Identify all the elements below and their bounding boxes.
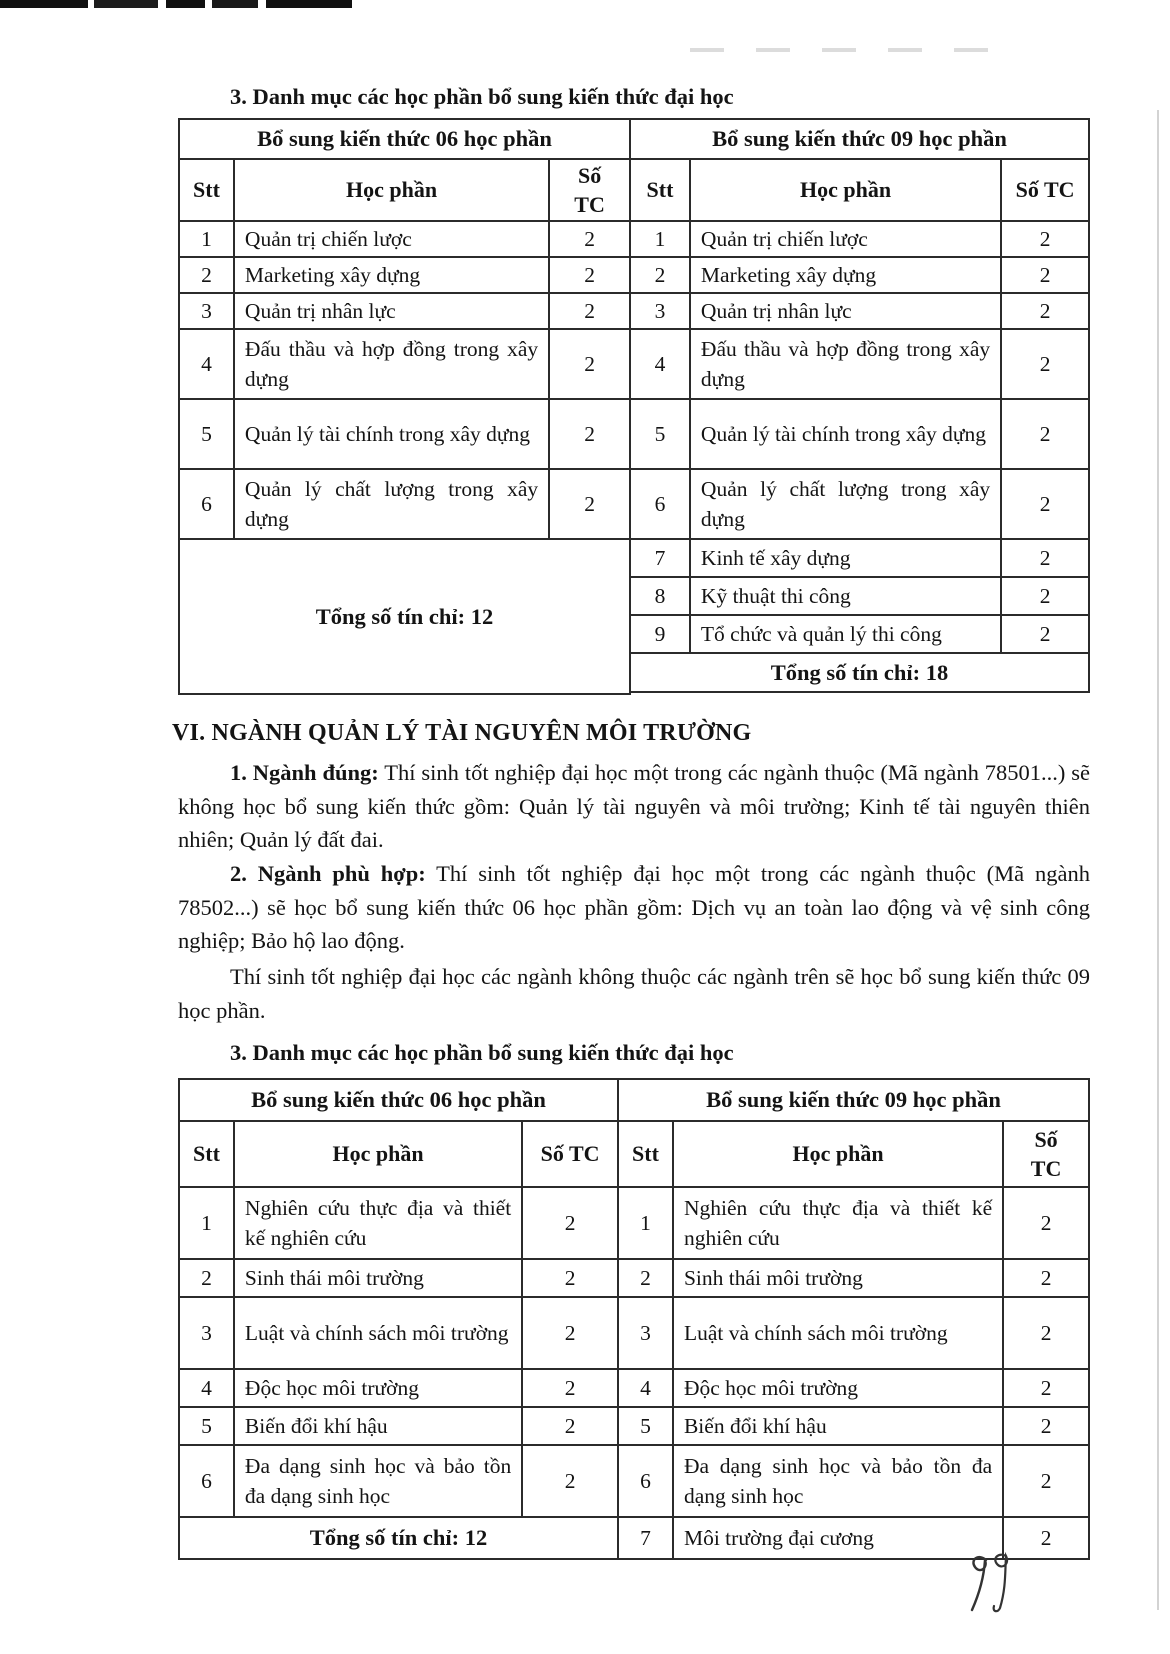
table-row [179,1297,618,1369]
table2-right-half [617,1078,1090,1560]
table-row [630,293,1089,329]
col-header-credits: Số TC [1001,159,1089,221]
row-credits: 2 [1003,1187,1089,1259]
group-title-06: Bổ sung kiến thức 06 học phần [179,119,630,159]
supplementary-courses-table-1 [178,118,1090,695]
row-credits: 2 [1001,577,1089,615]
row-course: Quản lý chất lượng trong xây dựng [690,469,1001,539]
row-stt: 5 [630,399,690,469]
row-course: Quản trị nhân lực [690,293,1001,329]
row-credits: 2 [522,1259,618,1297]
total-credits-06: Tổng số tín chỉ: 12 [179,539,630,694]
col-header-credits: Số TC [522,1121,618,1187]
col-header-credits: Số TC [549,159,630,221]
table-row [179,221,630,257]
col-header-stt: Stt [179,1121,234,1187]
row-course: Quản trị nhân lực [234,293,549,329]
table1-right-half [629,118,1090,693]
row-stt: 4 [630,329,690,399]
paragraph-nganh-dung [178,756,1090,857]
row-stt: 5 [179,1407,234,1445]
group-header-row [179,1079,618,1121]
row-credits: 2 [1001,257,1089,293]
col-header-course: Học phần [234,159,549,221]
row-course: Quản lý chất lượng trong xây dựng [234,469,549,539]
row-course: Marketing xây dựng [690,257,1001,293]
table-row [630,615,1089,653]
section-heading: VI. NGÀNH QUẢN LÝ TÀI NGUYÊN MÔI TRƯỜNG [172,720,752,746]
row-credits: 2 [522,1369,618,1407]
supplementary-courses-table-2 [178,1078,1090,1560]
table-row [179,293,630,329]
table-section-title-1: 3. Danh mục các học phần bổ sung kiến thức đại học [230,84,734,109]
row-course: Đấu thầu và hợp đồng trong xây dựng [234,329,549,399]
table-row [179,257,630,293]
row-course: Nghiên cứu thực địa và thiết kế nghiên cứu [234,1187,522,1259]
row-course: Đa dạng sinh học và bảo tồn đa dạng sinh học [673,1445,1003,1517]
row-stt: 3 [630,293,690,329]
col-header-course: Học phần [690,159,1001,221]
row-credits: 2 [549,293,630,329]
table-row [630,469,1089,539]
row-stt: 2 [179,257,234,293]
table-row [618,1369,1089,1407]
row-stt: 6 [179,469,234,539]
table-row [179,469,630,539]
row-credits: 2 [522,1187,618,1259]
col-header-course: Học phần [234,1121,522,1187]
total-row [179,1517,618,1559]
column-header-row [179,1121,618,1187]
group-header-row [630,119,1089,159]
row-credits: 2 [1001,469,1089,539]
row-course: Đấu thầu và hợp đồng trong xây dựng [690,329,1001,399]
row-course: Tổ chức và quản lý thi công [690,615,1001,653]
group-title-06: Bổ sung kiến thức 06 học phần [179,1079,618,1121]
row-credits: 2 [522,1297,618,1369]
row-course: Quản lý tài chính trong xây dựng [234,399,549,469]
row-course: Luật và chính sách môi trường [234,1297,522,1369]
handwritten-mark [962,1550,1026,1621]
table-row [618,1187,1089,1259]
row-credits: 2 [1003,1517,1089,1559]
row-stt: 6 [630,469,690,539]
paragraph-lead: 2. Ngành phù hợp: [230,861,426,886]
row-credits: 2 [549,469,630,539]
row-credits: 2 [522,1407,618,1445]
row-stt: 1 [179,221,234,257]
row-stt: 3 [179,1297,234,1369]
table-row [630,577,1089,615]
row-credits: 2 [549,399,630,469]
paragraph-other-majors: Thí sinh tốt nghiệp đại học các ngành không thuộc các ngành trên sẽ học bổ sung kiến thức 09 học phần. [178,964,1090,1023]
row-course: Quản trị chiến lược [234,221,549,257]
total-credits-09: Tổng số tín chỉ: 18 [630,653,1089,692]
scan-edge-line [1157,110,1159,1610]
row-stt: 2 [179,1259,234,1297]
row-credits: 2 [1001,329,1089,399]
row-credits: 2 [1003,1259,1089,1297]
row-stt: 1 [630,221,690,257]
col-header-stt: Stt [618,1121,673,1187]
column-header-row [630,159,1089,221]
row-course: Sinh thái môi trường [234,1259,522,1297]
table-row [618,1259,1089,1297]
group-header-row [179,119,630,159]
row-course: Biến đổi khí hậu [234,1407,522,1445]
row-credits: 2 [549,257,630,293]
row-credits: 2 [1001,539,1089,577]
col-header-stt: Stt [630,159,690,221]
row-stt: 4 [618,1369,673,1407]
row-stt: 9 [630,615,690,653]
row-credits: 2 [549,221,630,257]
row-credits: 2 [1003,1407,1089,1445]
row-credits: 2 [1001,399,1089,469]
table-row [630,329,1089,399]
row-stt: 2 [618,1259,673,1297]
col-header-stt: Stt [179,159,234,221]
scan-artifact-smudge [690,48,990,52]
table-row [179,1407,618,1445]
table-row [630,539,1089,577]
table-row [618,1297,1089,1369]
row-stt: 5 [618,1407,673,1445]
column-header-row [179,159,630,221]
row-stt: 6 [618,1445,673,1517]
table1-left-half [178,118,631,695]
table-row [179,329,630,399]
group-title-09: Bổ sung kiến thức 09 học phần [630,119,1089,159]
row-stt: 4 [179,329,234,399]
table2-left-half [178,1078,619,1560]
row-credits: 2 [1001,615,1089,653]
table-row [618,1407,1089,1445]
table-row [179,1187,618,1259]
row-stt: 5 [179,399,234,469]
scan-artifact-bar [0,0,352,8]
column-header-row [618,1121,1089,1187]
table-row [179,1369,618,1407]
table-row [179,1259,618,1297]
paragraph-lead: 1. Ngành đúng: [230,760,379,785]
row-credits: 2 [1003,1445,1089,1517]
paragraph-text: Thí sinh tốt nghiệp đại học một trong các ngành thuộc (Mã ngành 78502...) sẽ học bổ sung kiến thức 06 học phần gồm: Dịch vụ an toàn lao động và vệ sinh công nghiệp; Bảo hộ lao động. [178,861,1091,953]
row-course: Sinh thái môi trường [673,1259,1003,1297]
row-stt: 6 [179,1445,234,1517]
row-stt: 7 [618,1517,673,1559]
row-course: Môi trường đại cương [673,1517,1003,1559]
row-course: Biến đổi khí hậu [673,1407,1003,1445]
row-stt: 3 [179,293,234,329]
row-credits: 2 [1001,293,1089,329]
row-course: Marketing xây dựng [234,257,549,293]
table-row [630,399,1089,469]
row-course: Kinh tế xây dựng [690,539,1001,577]
total-row [630,653,1089,692]
row-course: Nghiên cứu thực địa và thiết kế nghiên cứu [673,1187,1003,1259]
paragraph-text: Thí sinh tốt nghiệp đại học một trong các ngành thuộc (Mã ngành 78501...) sẽ không học bổ sung kiến thức gồm: Quản lý tài nguyên và môi trường; Kinh tế tài nguyên thiên nhiên; Quản lý đất đai. [178,760,1091,852]
row-course: Độc học môi trường [673,1369,1003,1407]
row-stt: 3 [618,1297,673,1369]
row-course: Quản lý tài chính trong xây dựng [690,399,1001,469]
row-stt: 1 [618,1187,673,1259]
row-stt: 1 [179,1187,234,1259]
row-stt: 8 [630,577,690,615]
group-title-09: Bổ sung kiến thức 09 học phần [618,1079,1089,1121]
row-stt: 2 [630,257,690,293]
table-row [179,399,630,469]
total-credits-06: Tổng số tín chỉ: 12 [179,1517,618,1559]
row-credits: 2 [1003,1369,1089,1407]
col-header-credits: Số TC [1003,1121,1089,1187]
paragraph-nganh-phu-hop [178,857,1090,958]
row-credits: 2 [522,1445,618,1517]
table-row [630,221,1089,257]
row-stt: 7 [630,539,690,577]
row-course: Đa dạng sinh học và bảo tồn đa dạng sinh học [234,1445,522,1517]
row-credits: 2 [1003,1297,1089,1369]
group-header-row [618,1079,1089,1121]
table-row [630,257,1089,293]
row-course: Luật và chính sách môi trường [673,1297,1003,1369]
row-course: Quản trị chiến lược [690,221,1001,257]
table-row [179,1445,618,1517]
row-course: Độc học môi trường [234,1369,522,1407]
row-credits: 2 [1001,221,1089,257]
row-stt: 4 [179,1369,234,1407]
row-credits: 2 [549,329,630,399]
table-row [618,1445,1089,1517]
total-row [179,539,630,694]
table-section-title-2: 3. Danh mục các học phần bổ sung kiến thức đại học [230,1040,734,1065]
col-header-course: Học phần [673,1121,1003,1187]
row-course: Kỹ thuật thi công [690,577,1001,615]
